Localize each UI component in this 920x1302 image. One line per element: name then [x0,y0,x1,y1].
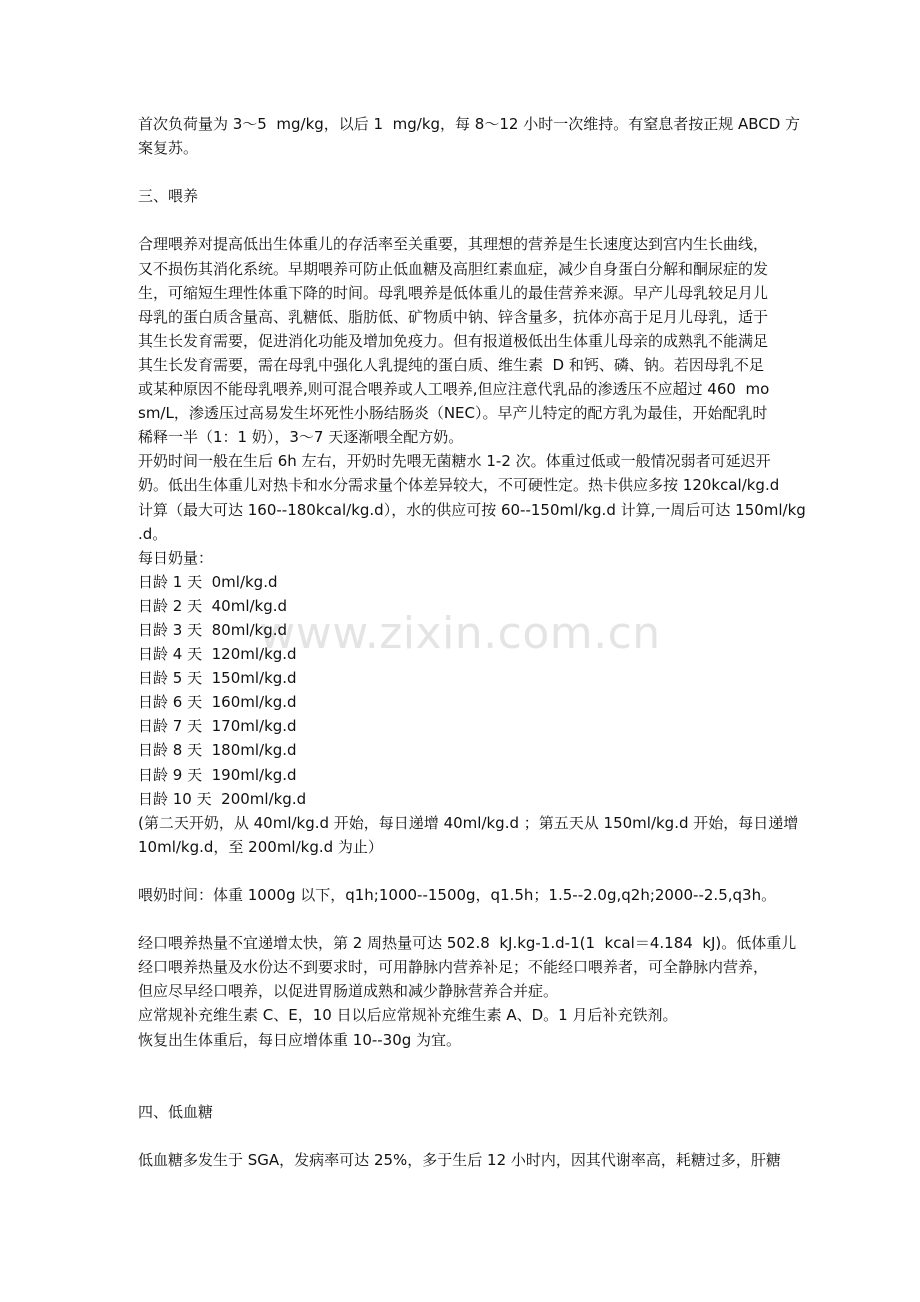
text-line: .d。 [138,524,168,543]
text-line: 稀释一半（1：1 奶），3～7 天逐渐喂全配方奶。 [138,428,464,447]
daily-volume-note [138,811,878,859]
feeding-schedule: 喂奶时间：体重 1000g 以下，q1h;1000--1500g，q1.5h；1.5--2.0g,q2h;2000--2.5,q3h。 [138,886,777,904]
list-item: 日龄 6 天 160ml/kg.d [138,693,297,712]
daily-volume-title: 每日奶量： [138,548,214,567]
text-line: 应常规补充维生素 C、E，10 日以后应常规补充维生素 A、D。1 月后补充铁剂。 [138,1006,678,1025]
document-body [138,112,878,1172]
list-item: 日龄 7 天 170ml/kg.d [138,717,297,736]
text-line: (第二天开奶，从 40ml/kg.d 开始，每日递增 40ml/kg.d ；第五天从 150ml/kg.d 开始，每日递增 [138,813,799,832]
text-line: 生，可缩短生理性体重下降的时间。母乳喂养是低体重儿的最佳营养来源。早产儿母乳较足月儿 [138,283,769,302]
text-line: 经口喂养热量及水份达不到要求时，可用静脉内营养补足；不能经口喂养者，可全静脉内营养， [138,958,769,977]
watermark-text: www.zixin.com.cn [259,608,661,659]
section-heading-feeding: 三、喂养 [138,187,199,206]
list-item: 日龄 4 天 120ml/kg.d [138,645,297,664]
text-line: 奶。低出生体重儿对热卡和水分需求量个体差异较大，不可硬性定。热卡供应多按 120kcal/kg.d [138,476,780,495]
feeding-paragraph-2 [138,449,878,545]
text-line: 开奶时间一般在生后 6h 左右，开奶时先喂无菌糖水 1-2 次。体重过低或一般情况弱者可延迟开 [138,452,771,471]
feeding-paragraph-1 [138,232,878,449]
text-line: 又不损伤其消化系统。早期喂养可防止低血糖及高胆红素血症，减少自身蛋白分解和酮尿症的发 [138,259,769,278]
text-line: 10ml/kg.d，至 200ml/kg.d 为止） [138,837,383,856]
list-item: 日龄 10 天 200ml/kg.d [138,789,307,808]
hypoglycemia-paragraph [138,1148,878,1172]
text-line: 经口喂养热量不宜递增太快，第 2 周热量可达 502.8 kJ.kg-1.d-1(1 kcal＝4.184 kJ)。低体重儿 [138,934,797,953]
text-line: 恢复出生体重后，每日应增体重 10--30g 为宜。 [138,1030,462,1049]
section-heading-hypoglycemia: 四、低血糖 [138,1102,214,1121]
text-line: 计算（最大可达 160--180kcal/kg.d），水的供应可按 60--150ml/kg.d 计算,一周后可达 150ml/kg [138,500,806,519]
text-line: 合理喂养对提高低出生体重儿的存活率至关重要，其理想的营养是生长速度达到宫内生长曲线， [138,235,769,254]
text-line: 低血糖多发生于 SGA，发病率可达 25%，多于生后 12 小时内，因其代谢率高，耗糖过多，肝糖 [138,1151,781,1170]
list-item: 日龄 5 天 150ml/kg.d [138,669,297,688]
text-line: 其生长发育需要，促进消化功能及增加免疫力。但有报道极低出生体重儿母亲的成熟乳不能满足 [138,331,769,350]
list-item: 日龄 2 天 40ml/kg.d [138,596,288,615]
feeding-paragraph-3 [138,931,878,1051]
list-item: 日龄 3 天 80ml/kg.d [138,620,288,639]
text-line: 首次负荷量为 3～5 mg/kg，以后 1 mg/kg，每 8～12 小时一次维持。有窒息者按正规 ABCD 方 [138,115,801,133]
intro-paragraph [138,112,878,160]
text-line: 案复苏。 [138,139,199,158]
text-line: 但应尽早经口喂养，以促进胃肠道成熟和减少静脉营养合并症。 [138,982,559,1001]
text-line: 其生长发育需要，需在母乳中强化人乳提纯的蛋白质、维生素 D 和钙、磷、钠。若因母乳不足 [138,355,764,374]
list-item: 日龄 1 天 0ml/kg.d [138,572,278,591]
list-item: 日龄 9 天 190ml/kg.d [138,765,297,784]
daily-volume-list [138,570,878,811]
text-line: 或某种原因不能母乳喂养,则可混合喂养或人工喂养,但应注意代乳品的渗透压不应超过 460 mo [138,380,770,399]
text-line: sm/L，渗透压过高易发生坏死性小肠结肠炎（NEC）。早产儿特定的配方乳为最佳，开始配乳时 [138,404,768,423]
text-line: 母乳的蛋白质含量高、乳糖低、脂肪低、矿物质中钠、锌含量多，抗体亦高于足月儿母乳，适于 [138,307,769,326]
list-item: 日龄 8 天 180ml/kg.d [138,741,297,760]
